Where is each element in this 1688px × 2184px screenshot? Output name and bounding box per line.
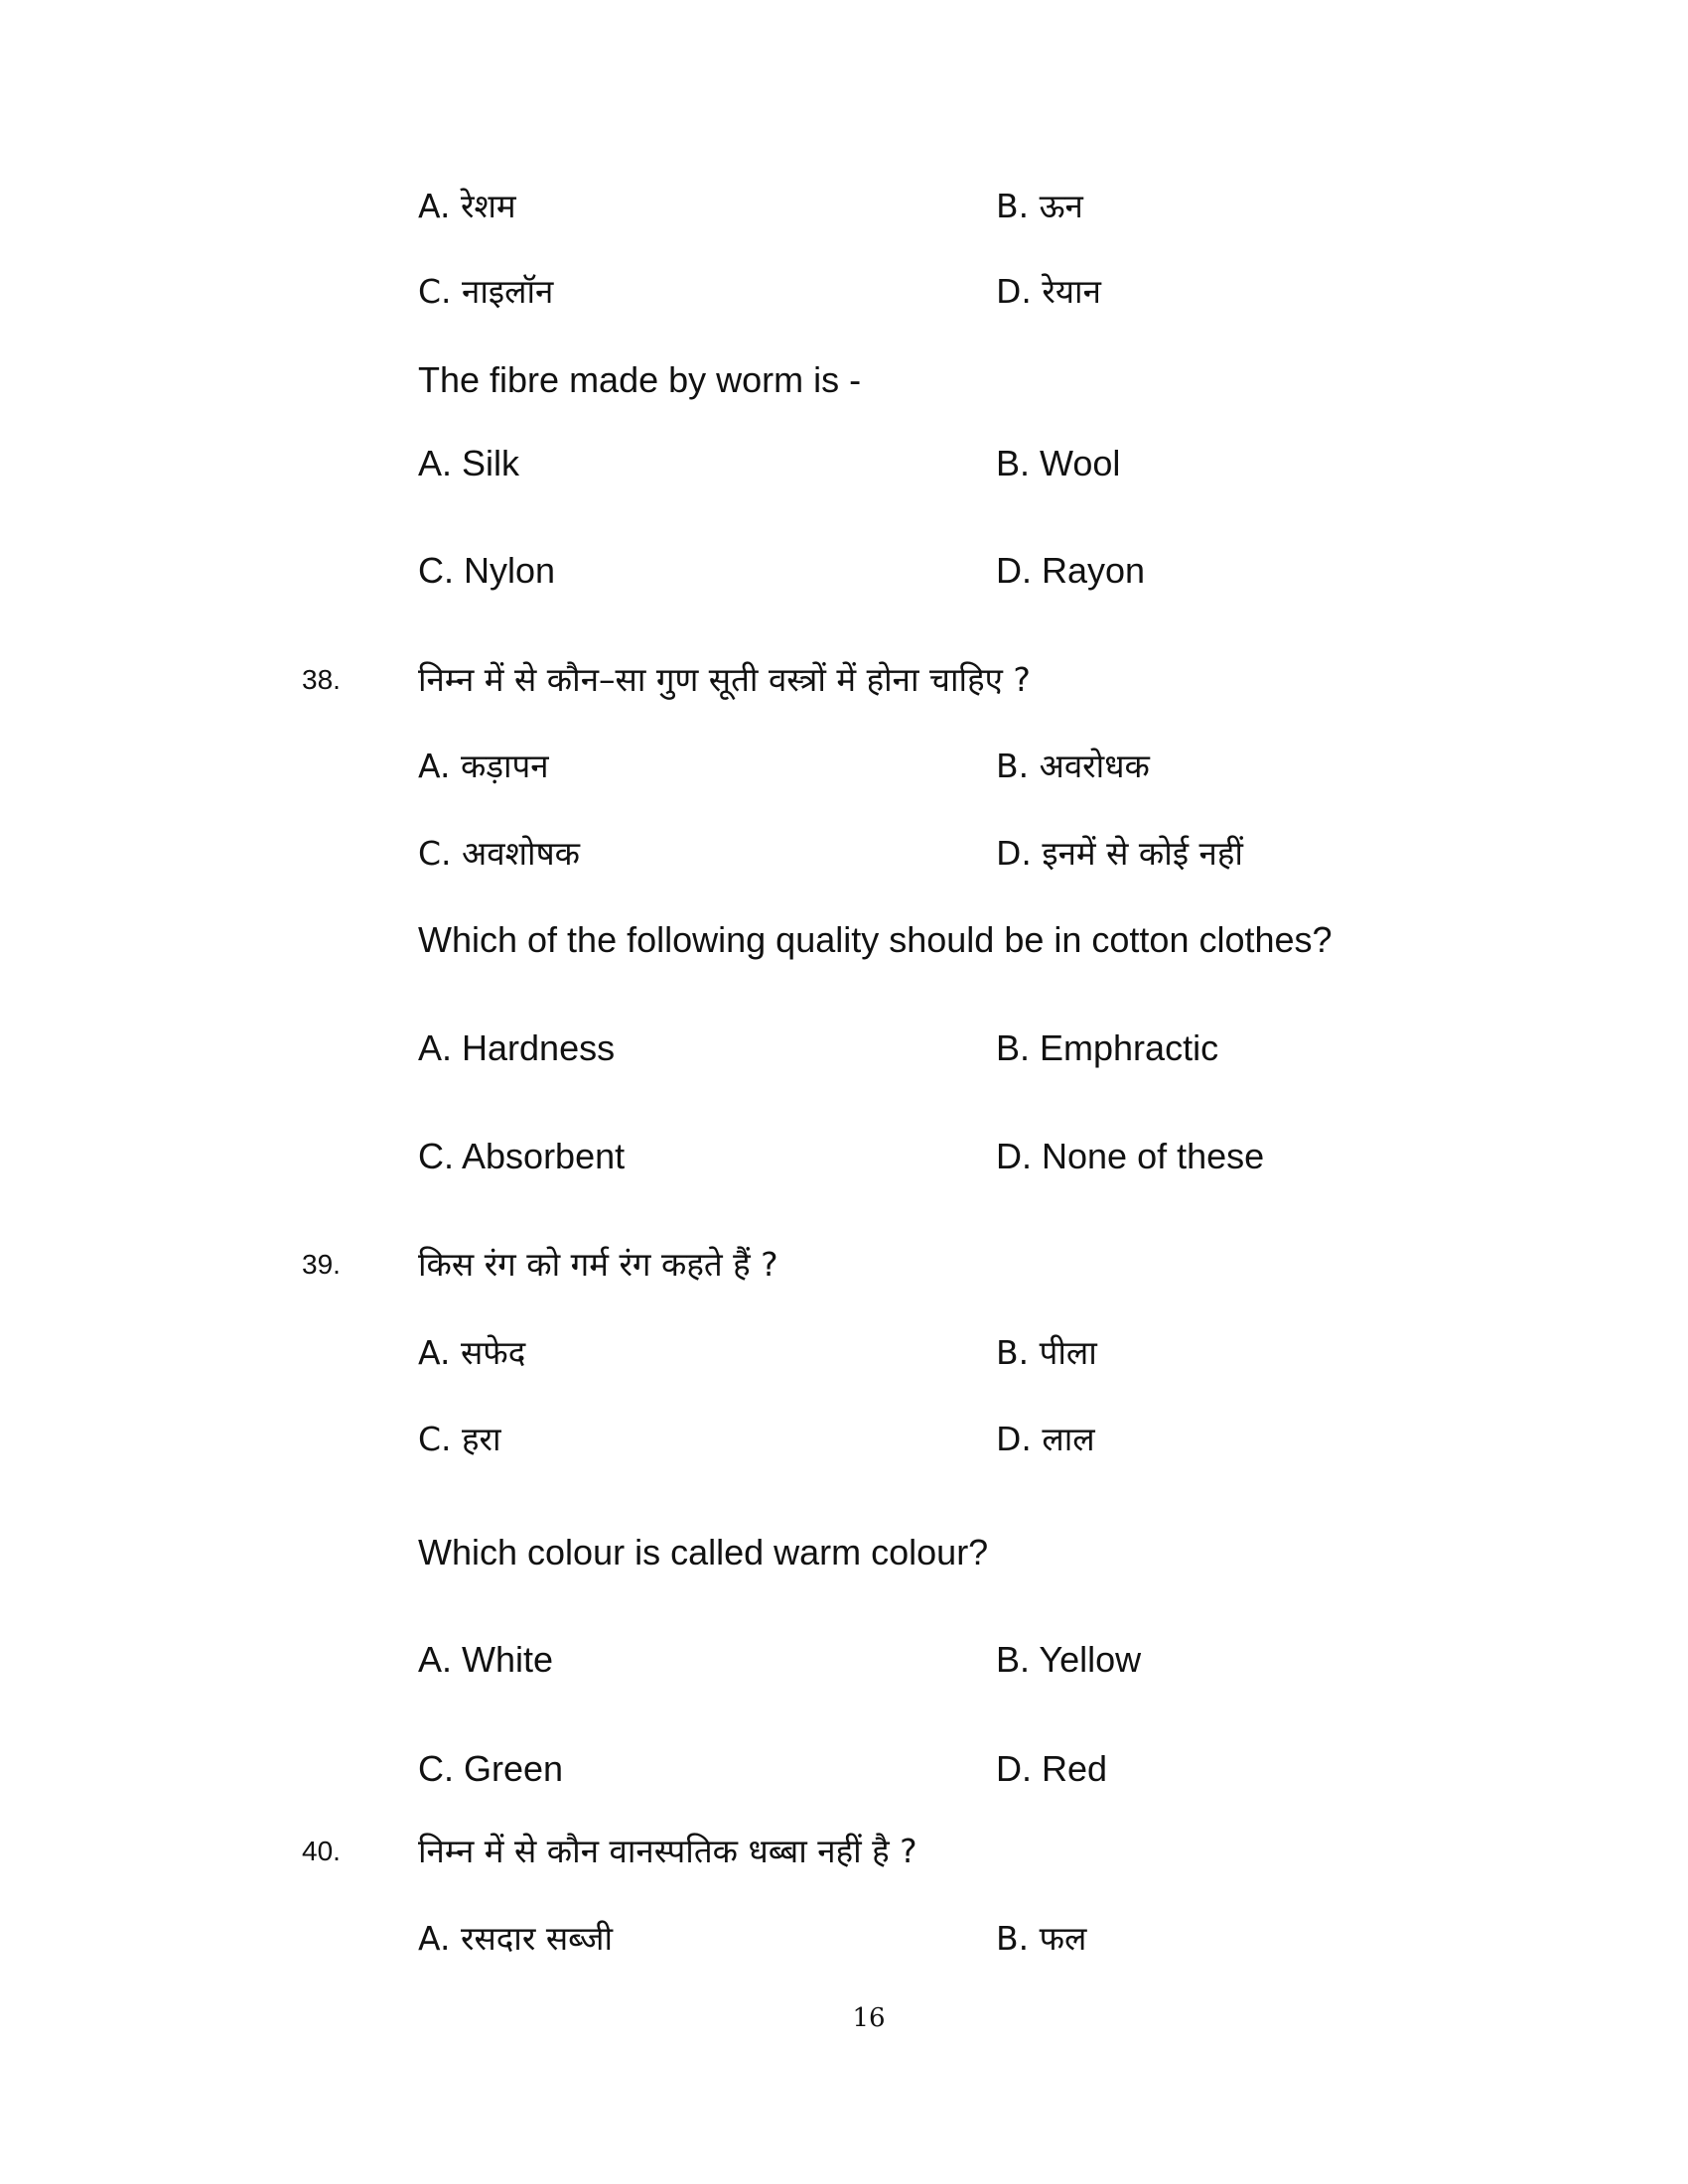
q38-hi-question: निम्न में से कौन–सा गुण सूती वस्त्रों में होना चाहिए ? <box>418 660 1031 699</box>
q38-hi-option-a: A. कड़ापन <box>418 747 549 785</box>
q40-hi-option-b: B. फल <box>996 1919 1087 1958</box>
q37-hi-option-c: C. नाइलॉन <box>418 272 554 311</box>
q39-hi-question: किस रंग को गर्म रंग कहते हैं ? <box>418 1245 778 1284</box>
q39-en-option-b: B. Yellow <box>996 1639 1142 1680</box>
q38-en-option-a: A. Hardness <box>418 1027 616 1068</box>
q39-hi-option-a: A. सफेद <box>418 1333 526 1372</box>
q39-en-question: Which colour is called warm colour? <box>418 1532 989 1572</box>
q37-en-option-d: D. Rayon <box>996 550 1146 591</box>
q39-hi-option-b: B. पीला <box>996 1333 1097 1372</box>
page-number: 16 <box>852 2003 886 2033</box>
q38-number: 38. <box>302 664 341 695</box>
q40-hi-question: निम्न में से कौन वानस्पतिक धब्बा नहीं है ? <box>418 1832 917 1870</box>
q40-hi-option-a: A. रसदार सब्जी <box>418 1919 614 1958</box>
q38-en-question: Which of the following quality should be in cotton clothes? <box>418 919 1333 960</box>
q37-hi-option-a: A. रेशम <box>418 187 516 225</box>
q39-hi-option-d: D. लाल <box>996 1420 1095 1458</box>
q37-en-option-a: A. Silk <box>418 443 520 483</box>
q38-hi-option-d: D. इनमें से कोई नहीं <box>996 834 1243 873</box>
q37-hi-option-d: D. रेयान <box>996 272 1101 311</box>
q37-hi-option-b: B. ऊन <box>996 187 1083 225</box>
q39-en-option-a: A. White <box>418 1639 554 1680</box>
q38-en-option-b: B. Emphractic <box>996 1027 1219 1068</box>
q37-en-option-b: B. Wool <box>996 443 1121 483</box>
q37-en-question: The fibre made by worm is - <box>418 359 862 400</box>
q38-en-option-d: D. None of these <box>996 1136 1265 1176</box>
q38-hi-option-c: C. अवशोषक <box>418 834 580 873</box>
q38-hi-option-b: B. अवरोधक <box>996 747 1150 785</box>
q39-number: 39. <box>302 1249 341 1280</box>
q39-hi-option-c: C. हरा <box>418 1420 501 1458</box>
q37-en-option-c: C. Nylon <box>418 550 556 591</box>
q39-en-option-c: C. Green <box>418 1748 564 1789</box>
q39-en-option-d: D. Red <box>996 1748 1108 1789</box>
q38-en-option-c: C. Absorbent <box>418 1136 626 1176</box>
q40-number: 40. <box>302 1836 341 1866</box>
